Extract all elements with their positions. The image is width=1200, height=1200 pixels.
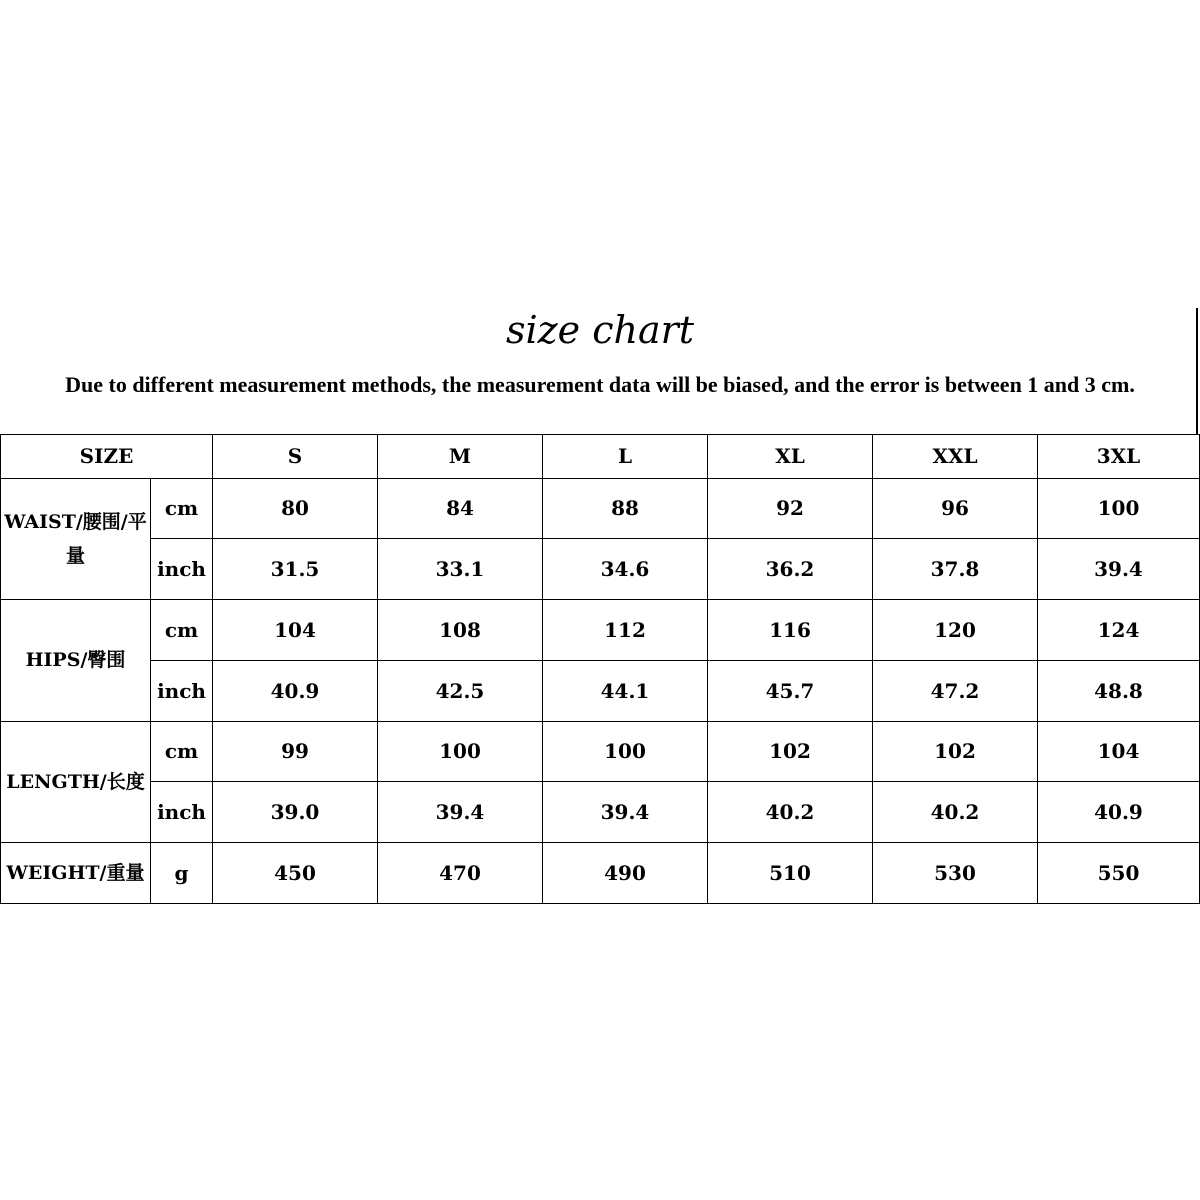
value-cell: 100 xyxy=(378,721,543,782)
unit-cell: cm xyxy=(151,600,213,661)
value-cell: 92 xyxy=(708,478,873,539)
size-chart-table xyxy=(0,434,1200,904)
value-cell: 104 xyxy=(213,600,378,661)
table-row xyxy=(1,782,1200,843)
value-cell: 120 xyxy=(873,600,1038,661)
value-cell: 124 xyxy=(1038,600,1200,661)
size-column-header: XXL xyxy=(873,435,1038,479)
value-cell: 100 xyxy=(543,721,708,782)
value-cell: 530 xyxy=(873,843,1038,904)
value-cell: 40.9 xyxy=(1038,782,1200,843)
value-cell: 490 xyxy=(543,843,708,904)
table-row xyxy=(1,721,1200,782)
unit-cell: cm xyxy=(151,478,213,539)
value-cell: 550 xyxy=(1038,843,1200,904)
value-cell: 96 xyxy=(873,478,1038,539)
value-cell: 470 xyxy=(378,843,543,904)
value-cell: 39.4 xyxy=(543,782,708,843)
value-cell: 33.1 xyxy=(378,539,543,600)
value-cell: 104 xyxy=(1038,721,1200,782)
table-row xyxy=(1,660,1200,721)
value-cell: 39.4 xyxy=(1038,539,1200,600)
value-cell: 100 xyxy=(1038,478,1200,539)
size-column-header: XL xyxy=(708,435,873,479)
value-cell: 112 xyxy=(543,600,708,661)
value-cell: 36.2 xyxy=(708,539,873,600)
value-cell: 40.2 xyxy=(873,782,1038,843)
unit-cell: inch xyxy=(151,539,213,600)
value-cell: 42.5 xyxy=(378,660,543,721)
row-label-hips: HIPS/臀围 xyxy=(1,600,151,722)
value-cell: 80 xyxy=(213,478,378,539)
value-cell: 44.1 xyxy=(543,660,708,721)
value-cell: 45.7 xyxy=(708,660,873,721)
size-column-header: 3XL xyxy=(1038,435,1200,479)
value-cell: 37.8 xyxy=(873,539,1038,600)
value-cell: 102 xyxy=(708,721,873,782)
value-cell: 39.4 xyxy=(378,782,543,843)
value-cell: 84 xyxy=(378,478,543,539)
unit-cell: cm xyxy=(151,721,213,782)
size-column-header: M xyxy=(378,435,543,479)
value-cell: 108 xyxy=(378,600,543,661)
table-row xyxy=(1,843,1200,904)
value-cell: 88 xyxy=(543,478,708,539)
value-cell: 510 xyxy=(708,843,873,904)
size-column-header: L xyxy=(543,435,708,479)
value-cell: 47.2 xyxy=(873,660,1038,721)
value-cell: 116 xyxy=(708,600,873,661)
value-cell: 99 xyxy=(213,721,378,782)
size-column-header: S xyxy=(213,435,378,479)
value-cell: 34.6 xyxy=(543,539,708,600)
row-label-length: LENGTH/长度 xyxy=(1,721,151,843)
value-cell: 102 xyxy=(873,721,1038,782)
unit-cell: inch xyxy=(151,782,213,843)
value-cell: 40.9 xyxy=(213,660,378,721)
row-label-waist: WAIST/腰围/平量 xyxy=(1,478,151,600)
page-title: size chart xyxy=(505,308,695,352)
table-row xyxy=(1,600,1200,661)
value-cell: 450 xyxy=(213,843,378,904)
header-row xyxy=(1,435,1200,479)
value-cell: 31.5 xyxy=(213,539,378,600)
value-cell: 40.2 xyxy=(708,782,873,843)
value-cell: 48.8 xyxy=(1038,660,1200,721)
measurement-notice: Due to different measurement methods, the measurement data will be biased, and the error is between 1 and 3 cm. xyxy=(65,372,1135,397)
unit-cell: g xyxy=(151,843,213,904)
size-header: SIZE xyxy=(1,435,213,479)
table-row xyxy=(1,478,1200,539)
value-cell: 39.0 xyxy=(213,782,378,843)
table-row xyxy=(1,539,1200,600)
row-label-weight: WEIGHT/重量 xyxy=(1,843,151,904)
unit-cell: inch xyxy=(151,660,213,721)
